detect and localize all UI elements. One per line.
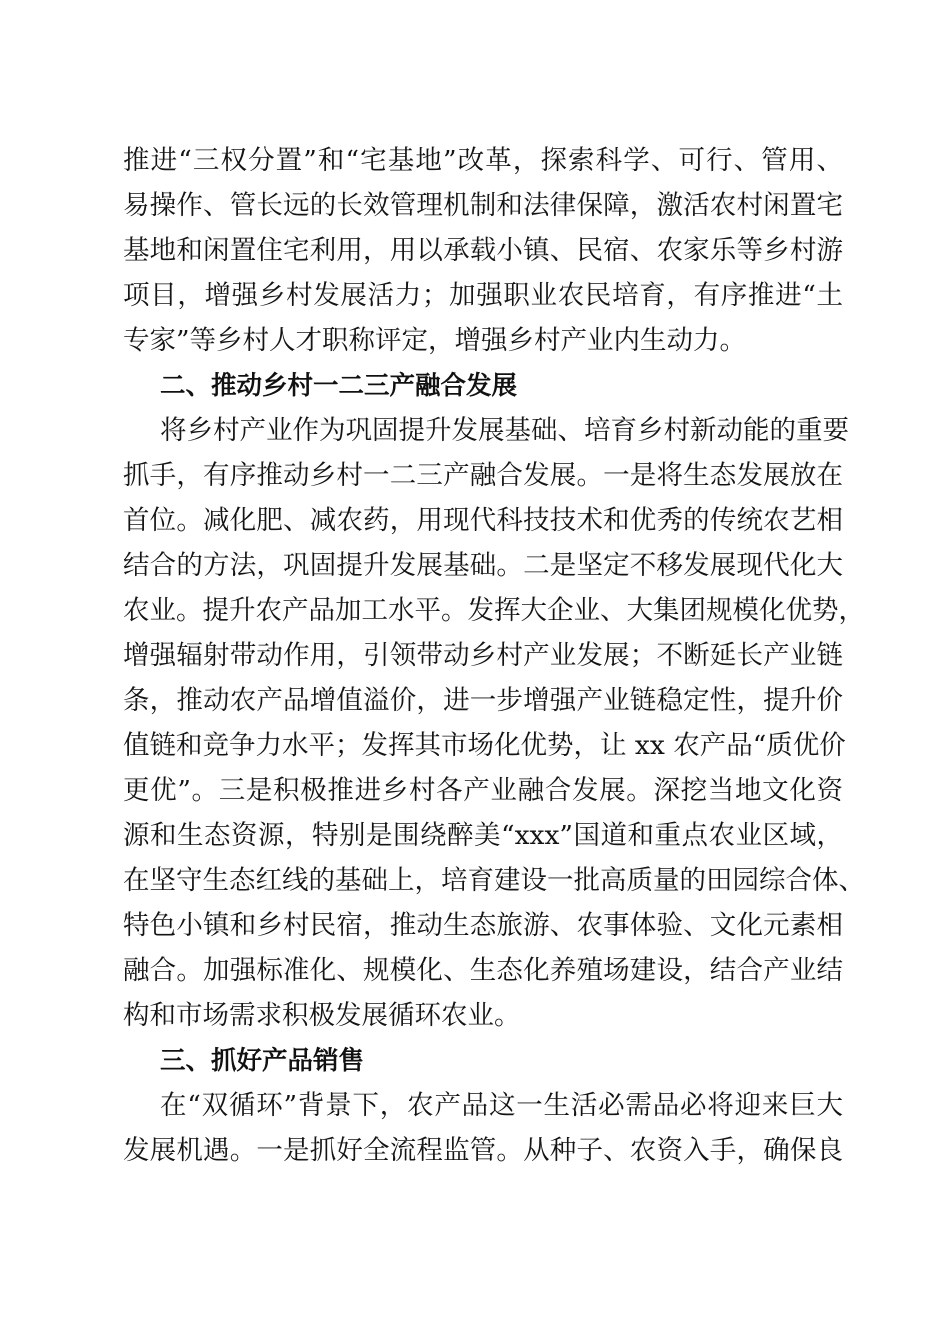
paragraph-2-line: 特色小镇和乡村民宿，推动生态旅游、农事体验、文化元素相: [123, 910, 843, 941]
paragraph-1-line: 项目，增强乡村发展活力；加强职业农民培育，有序推进“土: [123, 280, 843, 311]
paragraph-2-line: 构和市场需求积极发展循环农业。: [123, 1000, 521, 1031]
paragraph-2-line: 更优”。三是积极推进乡村各产业融合发展。深挖当地文化资: [123, 775, 843, 806]
paragraph-2-line: 融合。加强标准化、规模化、生态化养殖场建设，结合产业结: [123, 955, 843, 986]
paragraph-1-line: 易操作、管长远的长效管理机制和法律保障，激活农村闲置宅: [123, 190, 843, 221]
paragraph-2-line: 抓手，有序推动乡村一二三产融合发展。一是将生态发展放在: [123, 460, 843, 491]
paragraph-1-line: 推进“三权分置”和“宅基地”改革，探索科学、可行、管用、: [123, 145, 843, 176]
paragraph-2-line: 结合的方法，巩固提升发展基础。二是坚定不移发展现代化大: [123, 550, 843, 581]
paragraph-2-line: 农业。提升农产品加工水平。发挥大企业、大集团规模化优势，: [123, 595, 865, 626]
paragraph-1-line: 专家”等乡村人才职称评定，增强乡村产业内生动力。: [123, 325, 747, 356]
section-heading-2: 二、推动乡村一二三产融合发展: [160, 371, 518, 401]
paragraph-3-line: 在“双循环”背景下，农产品这一生活必需品必将迎来巨大: [160, 1090, 843, 1121]
paragraph-2-line: 值链和竞争力水平；发挥其市场化优势，让 xx 农产品“质优价: [123, 730, 846, 761]
paragraph-2-line: 首位。减化肥、减农药，用现代科技技术和优秀的传统农艺相: [123, 505, 843, 536]
paragraph-2-line: 条，推动农产品增值溢价，进一步增强产业链稳定性，提升价: [123, 685, 843, 716]
paragraph-2-line: 源和生态资源，特别是围绕醉美“xxx”国道和重点农业区域，: [123, 820, 843, 851]
paragraph-2-line: 增强辐射带动作用，引领带动乡村产业发展；不断延长产业链: [123, 640, 843, 671]
paragraph-2-line: 在坚守生态红线的基础上，培育建设一批高质量的田园综合体、: [123, 865, 865, 896]
paragraph-3-line: 发展机遇。一是抓好全流程监管。从种子、农资入手，确保良: [123, 1135, 843, 1166]
paragraph-1-line: 基地和闲置住宅利用，用以承载小镇、民宿、农家乐等乡村游: [123, 235, 843, 266]
paragraph-2-line: 将乡村产业作为巩固提升发展基础、培育乡村新动能的重要: [160, 415, 849, 446]
section-heading-3: 三、抓好产品销售: [160, 1046, 365, 1076]
